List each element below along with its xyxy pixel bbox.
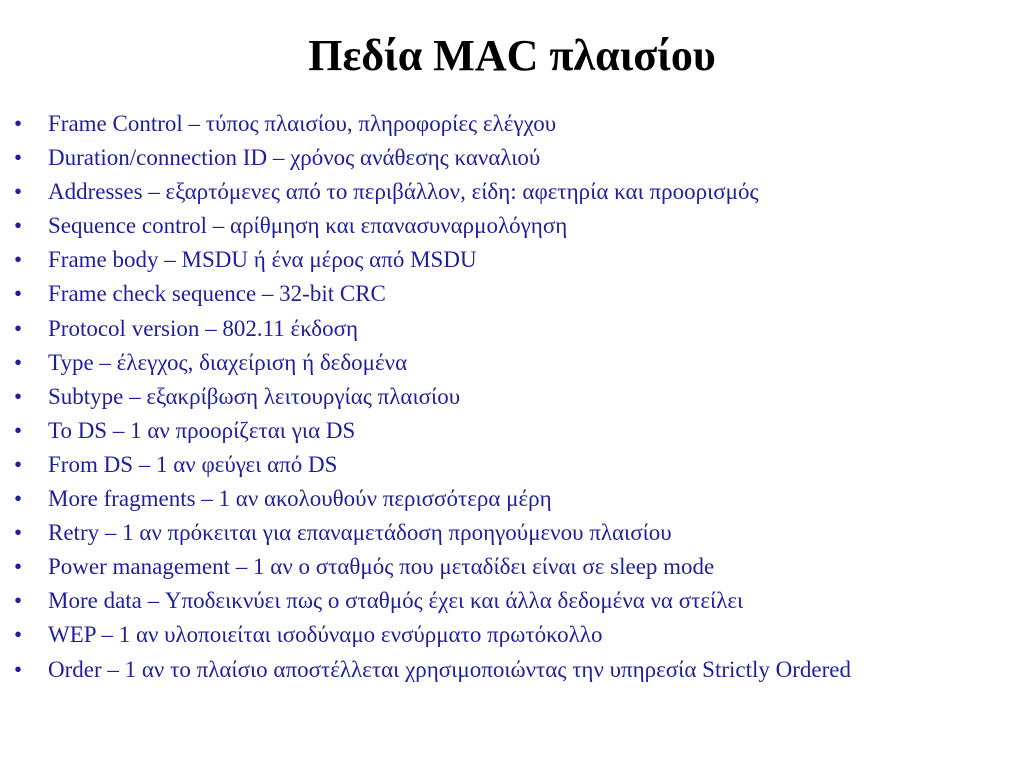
bullet-text: WEP – 1 αν υλοποιείται ισοδύναμο ενσύρματο πρωτόκολλο [48, 622, 603, 648]
bullet-icon: • [14, 554, 23, 580]
bullet-text: Retry – 1 αν πρόκειται για επαναμετάδοση προηγούμενου πλαισίου [48, 520, 672, 546]
bullet-icon: • [14, 520, 23, 546]
bullet-text: Order – 1 αν το πλαίσιο αποστέλλεται χρησιμοποιώντας την υπηρεσία Strictly Ordered [48, 656, 851, 682]
bullet-icon: • [14, 315, 23, 341]
bullet-item [14, 277, 1004, 311]
bullet-text: Addresses – εξαρτόμενες από το περιβάλλον, είδη: αφετηρία και προορισμός [48, 179, 759, 205]
bullet-icon: • [14, 247, 23, 273]
bullet-item [14, 414, 1004, 448]
bullet-item [14, 312, 1004, 346]
bullet-text: Frame check sequence – 32-bit CRC [48, 281, 386, 307]
bullet-item [14, 107, 1004, 141]
bullet-icon: • [14, 281, 23, 307]
bullet-item [14, 380, 1004, 414]
bullet-icon: • [14, 588, 23, 614]
bullet-text: Protocol version – 802.11 έκδοση [48, 315, 359, 341]
bullet-icon: • [14, 656, 23, 682]
bullet-icon: • [14, 622, 23, 648]
bullet-item [14, 209, 1004, 243]
bullet-text: More fragments – 1 αν ακολουθούν περισσότερα μέρη [48, 486, 552, 512]
bullet-item [14, 618, 1004, 652]
slide-title: Πεδία MAC πλαισίου [308, 31, 716, 80]
bullet-text: Duration/connection ID – χρόνος ανάθεσης καναλιού [48, 145, 541, 171]
bullet-item [14, 550, 1004, 584]
bullet-icon: • [14, 213, 23, 239]
bullet-item [14, 516, 1004, 550]
bullet-text: Type – έλεγχος, διαχείριση ή δεδομένα [48, 349, 408, 375]
bullet-item [14, 141, 1004, 175]
bullet-icon: • [14, 383, 23, 409]
bullet-icon: • [14, 417, 23, 443]
bullet-text: To DS – 1 αν προορίζεται για DS [48, 417, 356, 443]
bullet-icon: • [14, 145, 23, 171]
bullet-item [14, 346, 1004, 380]
bullet-icon: • [14, 349, 23, 375]
bullet-icon: • [14, 451, 23, 477]
bullet-text: Frame Control – τύπος πλαισίου, πληροφορίες ελέγχου [48, 111, 557, 136]
bullet-item [14, 482, 1004, 516]
bullet-list [14, 107, 1004, 687]
bullet-text: Power management – 1 αν ο σταθμός που μεταδίδει είναι σε sleep mode [48, 554, 715, 580]
bullet-icon: • [14, 179, 23, 205]
bullet-text: Frame body – MSDU ή ένα μέρος από MSDU [48, 247, 477, 273]
bullet-icon: • [14, 111, 23, 136]
bullet-text: From DS – 1 αν φεύγει από DS [48, 451, 338, 477]
bullet-text: Subtype – εξακρίβωση λειτουργίας πλαισίου [48, 383, 461, 409]
bullet-icon: • [14, 486, 23, 512]
bullet-text: Sequence control – αρίθμηση και επανασυναρμολόγηση [48, 213, 568, 239]
bullet-item [14, 653, 1004, 687]
bullet-item [14, 584, 1004, 618]
bullet-item [14, 243, 1004, 277]
bullet-text: More data – Υποδεικνύει πως ο σταθμός έχει και άλλα δεδομένα να στείλει [48, 588, 744, 614]
bullet-item [14, 175, 1004, 209]
bullet-item [14, 448, 1004, 482]
